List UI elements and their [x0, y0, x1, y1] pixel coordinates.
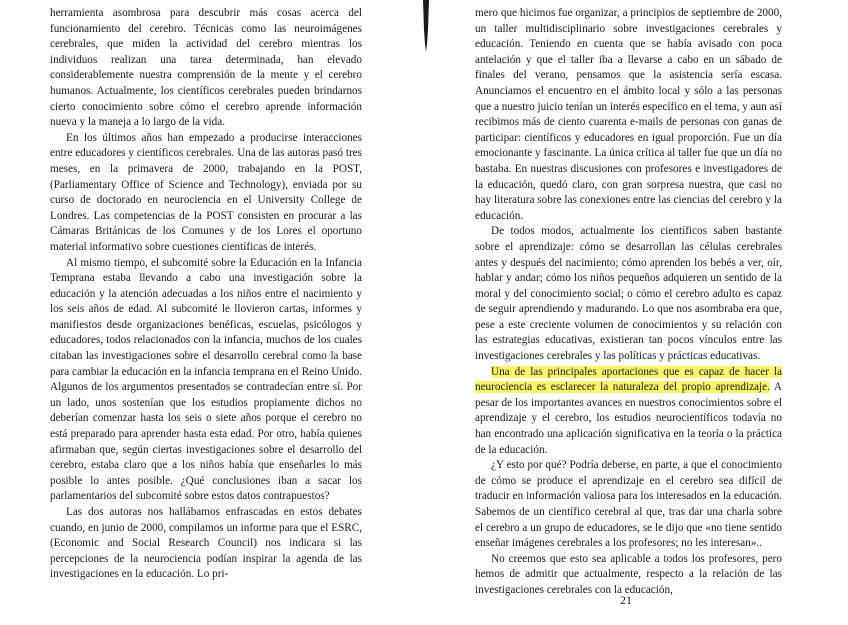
- right-paragraph-5: No creemos que esto sea aplicable a todos los profesores, pero hemos de admitir que actualmente, respecto a la relación de las investigaciones cerebrales con la educación,: [475, 552, 782, 596]
- right-paragraph-3: [475, 365, 782, 459]
- left-paragraph-1: herramienta asombrosa para descubrir más cosas acerca del funcionamiento del cerebro. Técnicas como las neuroimágenes cerebrales, que miden la actividad del cerebro mientras los individuos realizan una tarea determinada, han elevado considerablemente nuestra comprensión de la mente y el cerebro humanos. Actualmente, los científicos cerebrales pueden brindarnos cierto conocimiento sobre cómo el cerebro aprende información nueva y la maneja a lo largo de la vida.: [50, 7, 362, 129]
- right-paragraph-2: De todos modos, actualmente los científicos saben bastante sobre el aprendizaje: cómo se desarrollan las células cerebrales antes y después del nacimiento; cómo aprenden los bebés a ver, oír, hablar y andar; cómo los niños pequeños adquieren un sentido de la moral y del conocimiento social; o cómo el cerebro adulto es capaz de seguir aprendiendo y madurando. Lo que nos asombraba era que, pese a este creciente volumen de conocimientos y su relación con las estrategias educativas, existieran tan pocos vínculos entre las investigaciones cerebrales y las políticas y prácticas educativas.: [475, 225, 782, 363]
- left-paragraph-3: Al mismo tiempo, el subcomité sobre la Educación en la Infancia Temprana estaba llevando a cabo una investigación sobre la educación y la atención adecuadas a los niños entre el nacimiento y los seis años de edad. Al subcomité le llovieron cartas, informes y manifiestos desde organizaciones benéficas, escuelas, psicólogos y educadores, todos relacionados con la infancia, muchos de los cuales citaban las investigaciones sobre el desarrollo cerebral como la base para cambiar la educación en la infancia temprana en el Reino Unido. Algunos de los argumentos presentados se contradecían entre sí. Por un lado, unos sostenían que los estudios propiamente dichos no deberían comenzar hasta los seis o siete años porque el cerebro no está preparado para aprender hasta esta edad. Por otro, había quienes afirmaban que, según ciertas investigaciones sobre el desarrollo del cerebro, estaba claro que a los niños había que enseñarles lo más posible lo antes posible. ¿Qué conclusiones iban a sacar los parlamentarios del subcomité sobre estos datos contrapuestos?: [50, 256, 362, 503]
- right-paragraph-1: mero que hicimos fue organizar, a principios de septiembre de 2000, un taller multidisciplinario sobre investigaciones cerebrales y educación. Teniendo en cuenta que se había avisado con poca antelación y que el taller iba a llevarse a cabo en un sábado de finales del verano, pensamos que la asistencia sería escasa. Anunciamos el encuentro en el ámbito local y sólo a las personas que a nuestro juicio tenían un interés específico en el tema, y aun así recibimos más de ciento cuarenta e-mails de personas con ganas de participar: científicos y educadores en igual proporción. Fue un día emocionante y fascinante. La única crítica al taller fue que un día no bastaba. En nuestras discusiones con profesores e investigadores de la educación, quedó claro, con gran sorpresa nuestra, que casi no hay literatura sobre las conexiones entre las ciencias del cerebro y la educación.: [475, 7, 782, 222]
- book-spine-mark: [421, 0, 431, 52]
- left-page-text: [50, 6, 362, 583]
- right-page-text: [475, 6, 782, 599]
- highlighted-sentence: Una de las principales aportaciones que es capaz de hacer la neurociencia es esclarecer la naturaleza del propio aprendizaje.: [475, 365, 782, 394]
- right-paragraph-4: ¿Y esto por qué? Podría deberse, en parte, a que el conocimiento de cómo se produce el aprendizaje en el cerebro sea difícil de traducir en información valiosa para los interesados en la educación. Sabemos de un científico cerebral al que, tras dar una charla sobre el cerebro a un grupo de educadores, se le dijo que «no tiene sentido enseñar imágenes cerebrales a los profesores; no les interesan»..: [475, 459, 782, 550]
- left-paragraph-4: Las dos autoras nos hallábamos enfrascadas en estos debates cuando, en junio de 2000, compilamos un informe para que el ESRC, (Economic and Social Research Council) nos indicara si las percepciones de la neurociencia podían inspirar la agenda de las investigaciones en la educación. Lo pri-: [50, 506, 362, 581]
- right-paragraph-3-rest: A pesar de los importantes avances en nuestros conocimientos sobre el aprendizaje y el cerebro, los estudios neurocientíficos todavía no han encontrado una aplicación significativa en la teoría o la práctica de la educación.: [475, 381, 782, 456]
- page-number: 21: [620, 593, 632, 607]
- left-paragraph-2: En los últimos años han empezado a producirse interacciones entre educadores y científicos cerebrales. Una de las autoras pasó tres meses, en la primavera de 2000, trabajando en la POST, (Parliamentary Office of Science and Technology), enviada por su curso de doctorado en neurociencia en el University College de Londres. Las competencias de la POST consisten en procurar a las Cámaras Británicas de los Comunes y de los Lores el oportuno material informativo sobre cuestiones científicas de interés.: [50, 131, 362, 253]
